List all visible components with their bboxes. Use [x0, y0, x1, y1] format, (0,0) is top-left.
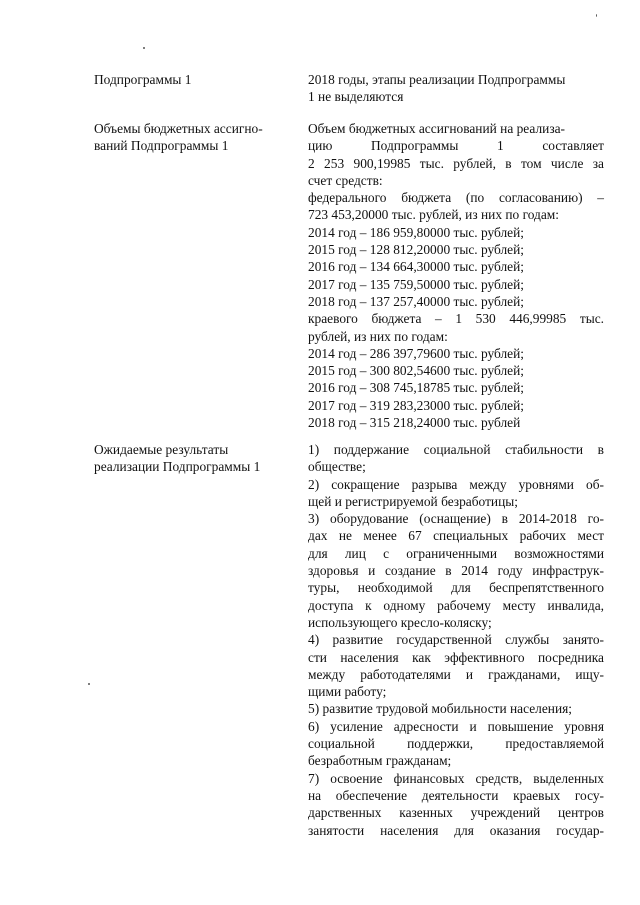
label-line: ваний Подпрограммы 1	[94, 138, 229, 154]
value-line: 1 не выделяются	[308, 89, 404, 105]
value-line: цию Подпрограммы 1 составляет	[308, 138, 604, 154]
value-line: 723 453,20000 тыс. рублей, из них по годам:	[308, 207, 559, 223]
value-line: щей и регистрируемой безработицы;	[308, 493, 518, 509]
value-line: занятости населения для оказания государ-	[308, 822, 604, 838]
value-line: счет средств:	[308, 172, 383, 188]
scan-speck	[143, 47, 145, 49]
row-value-expected-results	[308, 441, 604, 839]
value-line: на обеспечение деятельности краевых госу-	[308, 787, 604, 803]
value-line: 2017 год – 135 759,50000 тыс. рублей;	[308, 276, 525, 292]
value-line: 2018 год – 137 257,40000 тыс. рублей;	[308, 293, 525, 309]
value-line: Объем бюджетных ассигнований на реализа-	[308, 121, 566, 136]
value-line: 2) сокращение разрыва между уровнями об-	[308, 476, 604, 492]
value-line: доступа к одному рабочему месту инвалида,	[308, 597, 604, 613]
value-line: 2015 год – 300 802,54600 тыс. рублей;	[308, 363, 525, 379]
value-line: дах не менее 67 специальных рабочих мест	[308, 528, 604, 544]
value-line: 3) оборудование (оснащение) в 2014-2018 го-	[308, 511, 604, 527]
value-line: социальной поддержки, предоставляемой	[308, 736, 604, 752]
label-line: реализации Подпрограммы 1	[94, 459, 261, 475]
value-line: для лиц с ограниченными возможностями	[308, 545, 604, 561]
value-line: щими работу;	[308, 684, 387, 700]
value-line: 2018 год – 315 218,24000 тыс. рублей	[308, 415, 521, 431]
value-line: рублей, из них по годам:	[308, 328, 448, 344]
value-line: использующего кресло-коляску;	[308, 614, 492, 630]
scan-speck	[88, 683, 90, 685]
value-line: здоровья и создание в 2014 году инфраструк-	[308, 563, 604, 579]
label-line: Объемы бюджетных ассигно-	[94, 121, 263, 136]
value-line: дарственных казенных учреждений центров	[308, 805, 604, 821]
scan-speck	[596, 14, 597, 17]
value-line: 2016 год – 308 745,18785 тыс. рублей;	[308, 380, 525, 396]
row-label-expected-results	[94, 441, 294, 476]
value-line: 4) развитие государственной службы занято-	[308, 632, 604, 648]
label-line: Подпрограммы 1	[94, 72, 192, 87]
value-line: 5) развитие трудовой мобильности населения;	[308, 701, 573, 717]
value-line: между работодателями и гражданами, ищу-	[308, 666, 604, 682]
value-line: обществе;	[308, 459, 366, 475]
value-line: краевого бюджета – 1 530 446,99985 тыс.	[308, 311, 604, 327]
value-line: 6) усиление адресности и повышение уровня	[308, 718, 604, 734]
value-line: 2016 год – 134 664,30000 тыс. рублей;	[308, 259, 525, 275]
row-label-subprogram-term	[94, 71, 294, 88]
value-line: 7) освоение финансовых средств, выделенных	[308, 770, 604, 786]
row-value-subprogram-term	[308, 71, 604, 106]
value-line: 2014 год – 186 959,80000 тыс. рублей;	[308, 224, 525, 240]
value-line: 1) поддержание социальной стабильности в	[308, 442, 604, 457]
label-line: Ожидаемые результаты	[94, 442, 229, 457]
value-line: 2 253 900,19985 тыс. рублей, в том числе за	[308, 155, 604, 171]
value-line: 2017 год – 319 283,23000 тыс. рублей;	[308, 397, 525, 413]
value-line: 2015 год – 128 812,20000 тыс. рублей;	[308, 242, 525, 258]
value-line: туры, необходимой для беспрепятственного	[308, 580, 604, 596]
row-label-budget-allocations	[94, 120, 294, 155]
value-line: 2014 год – 286 397,79600 тыс. рублей;	[308, 345, 525, 361]
row-value-budget-allocations	[308, 120, 604, 431]
value-line: 2018 годы, этапы реализации Подпрограммы	[308, 72, 566, 87]
value-line: федерального бюджета (по согласованию) –	[308, 190, 604, 206]
value-line: безработным гражданам;	[308, 753, 452, 769]
value-line: сти населения как эффективного посредника	[308, 649, 604, 665]
